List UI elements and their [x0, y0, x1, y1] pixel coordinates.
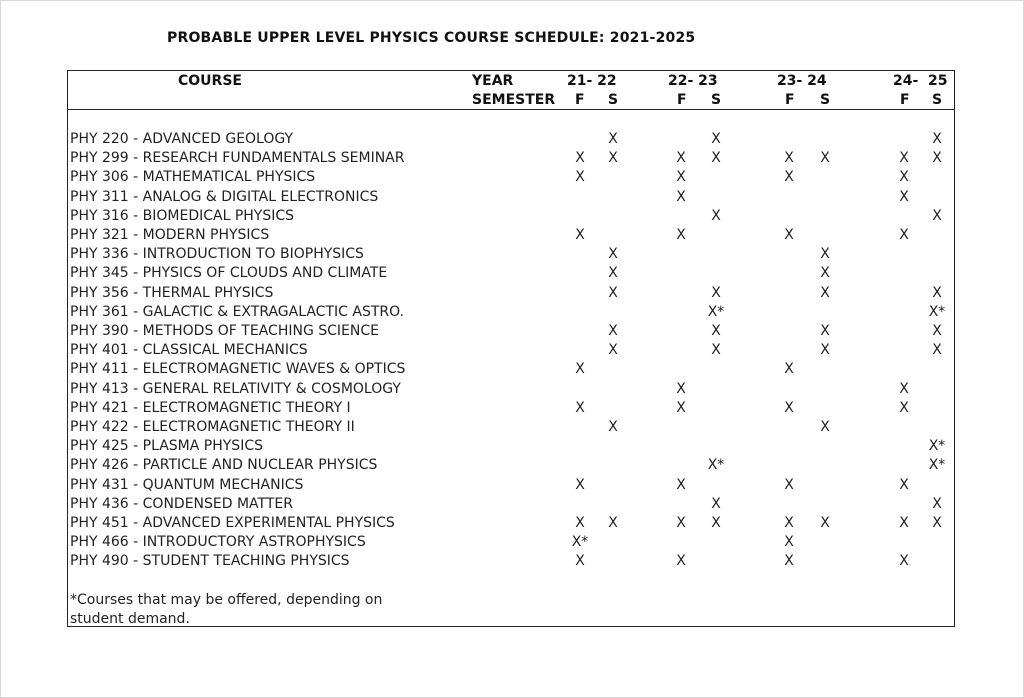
spring-header-2: S: [711, 92, 722, 108]
offering-mark-2025-spring: X: [932, 285, 942, 301]
offering-mark-2024-spring: X: [820, 246, 830, 262]
offering-mark-2021-fall: X: [575, 361, 585, 377]
offering-mark-2024-fall: X: [899, 169, 909, 185]
year-2022-23-header: 22- 23: [668, 73, 718, 89]
offering-mark-2024-spring: X: [820, 285, 830, 301]
course-name: PHY 316 - BIOMEDICAL PHYSICS: [70, 208, 295, 224]
course-name: PHY 426 - PARTICLE AND NUCLEAR PHYSICS: [70, 457, 378, 473]
offering-mark-2021-fall: X: [575, 169, 585, 185]
year-header: YEAR: [472, 73, 514, 89]
offering-mark-2024-fall: X: [899, 477, 909, 493]
offering-mark-2023-fall: X: [784, 400, 794, 416]
course-name: PHY 390 - METHODS OF TEACHING SCIENCE: [70, 323, 379, 339]
offering-mark-2022-spring: X: [608, 419, 618, 435]
offering-mark-2023-fall: X: [784, 515, 794, 531]
offering-mark-2024-fall: X: [899, 515, 909, 531]
offering-mark-2023-spring: X: [711, 515, 721, 531]
offering-mark-2024-spring: X: [820, 323, 830, 339]
offering-mark-2022-spring: X: [608, 342, 618, 358]
offering-mark-2025-spring: X: [932, 131, 942, 147]
offering-mark-2023-spring: X: [711, 342, 721, 358]
offering-mark-2022-spring: X: [608, 515, 618, 531]
year-2021-22-header: 21- 22: [567, 73, 617, 89]
offering-mark-2023-fall: X: [784, 477, 794, 493]
course-name: PHY 299 - RESEARCH FUNDAMENTALS SEMINAR: [70, 150, 405, 166]
footnote-line-2: student demand.: [70, 611, 190, 627]
offering-mark-2021-fall: X: [575, 227, 585, 243]
fall-header-3: F: [785, 92, 795, 108]
semester-header: SEMESTER: [472, 92, 556, 108]
course-name: PHY 413 - GENERAL RELATIVITY & COSMOLOGY: [70, 381, 401, 397]
offering-mark-2023-fall: X: [784, 534, 794, 550]
offering-mark-2021-fall: X*: [571, 534, 589, 550]
offering-mark-2025-spring: X: [932, 323, 942, 339]
offering-mark-2024-spring: X: [820, 265, 830, 281]
course-name: PHY 220 - ADVANCED GEOLOGY: [70, 131, 294, 147]
offering-mark-2022-fall: X: [676, 227, 686, 243]
year-2024-25-header: 24- 25: [893, 73, 948, 89]
year-2023-24-header: 23- 24: [777, 73, 827, 89]
offering-mark-2023-fall: X: [784, 361, 794, 377]
course-name: PHY 356 - THERMAL PHYSICS: [70, 285, 274, 301]
course-name: PHY 361 - GALACTIC & EXTRAGALACTIC ASTRO.: [70, 304, 405, 320]
offering-mark-2022-fall: X: [676, 150, 686, 166]
footnote: [70, 591, 430, 629]
offering-mark-2022-fall: X: [676, 381, 686, 397]
offering-mark-2022-spring: X: [608, 246, 618, 262]
offering-mark-2024-fall: X: [899, 150, 909, 166]
course-name: PHY 451 - ADVANCED EXPERIMENTAL PHYSICS: [70, 515, 395, 531]
spring-header-3: S: [820, 92, 831, 108]
offering-mark-2022-spring: X: [608, 285, 618, 301]
fall-header-1: F: [575, 92, 585, 108]
offering-mark-2025-spring: X: [932, 208, 942, 224]
offering-mark-2022-fall: X: [676, 400, 686, 416]
offering-mark-2024-spring: X: [820, 150, 830, 166]
course-name: PHY 321 - MODERN PHYSICS: [70, 227, 270, 243]
offering-mark-2025-spring: X*: [928, 438, 946, 454]
offering-mark-2022-fall: X: [676, 553, 686, 569]
offering-mark-2025-spring: X: [932, 496, 942, 512]
offering-mark-2023-fall: X: [784, 169, 794, 185]
offering-mark-2022-fall: X: [676, 477, 686, 493]
course-name: PHY 490 - STUDENT TEACHING PHYSICS: [70, 553, 350, 569]
course-name: PHY 401 - CLASSICAL MECHANICS: [70, 342, 308, 358]
spring-header-4: S: [932, 92, 943, 108]
offering-mark-2024-spring: X: [820, 342, 830, 358]
footnote-line-1: *Courses that may be offered, depending on: [70, 592, 383, 608]
spring-header-1: S: [608, 92, 619, 108]
course-header: COURSE: [178, 73, 242, 89]
offering-mark-2022-spring: X: [608, 323, 618, 339]
offering-mark-2021-fall: X: [575, 400, 585, 416]
header-divider: [67, 109, 955, 110]
offering-mark-2021-fall: X: [575, 553, 585, 569]
course-name: PHY 466 - INTRODUCTORY ASTROPHYSICS: [70, 534, 366, 550]
offering-mark-2022-fall: X: [676, 189, 686, 205]
offering-mark-2021-fall: X: [575, 477, 585, 493]
course-name: PHY 306 - MATHEMATICAL PHYSICS: [70, 169, 316, 185]
offering-mark-2025-spring: X: [932, 342, 942, 358]
offering-mark-2024-spring: X: [820, 419, 830, 435]
offering-mark-2022-spring: X: [608, 150, 618, 166]
offering-mark-2025-spring: X*: [928, 457, 946, 473]
offering-mark-2025-spring: X*: [928, 304, 946, 320]
course-name: PHY 421 - ELECTROMAGNETIC THEORY I: [70, 400, 351, 416]
offering-mark-2024-fall: X: [899, 553, 909, 569]
offering-mark-2023-spring: X: [711, 150, 721, 166]
offering-mark-2024-fall: X: [899, 189, 909, 205]
offering-mark-2023-spring: X: [711, 285, 721, 301]
document-title: PROBABLE UPPER LEVEL PHYSICS COURSE SCHEDULE: 2021-2025: [167, 30, 696, 46]
offering-mark-2023-fall: X: [784, 150, 794, 166]
fall-header-4: F: [900, 92, 910, 108]
offering-mark-2024-fall: X: [899, 381, 909, 397]
offering-mark-2024-fall: X: [899, 227, 909, 243]
course-name: PHY 411 - ELECTROMAGNETIC WAVES & OPTICS: [70, 361, 406, 377]
course-name: PHY 336 - INTRODUCTION TO BIOPHYSICS: [70, 246, 364, 262]
fall-header-2: F: [677, 92, 687, 108]
offering-mark-2023-fall: X: [784, 227, 794, 243]
course-name: PHY 345 - PHYSICS OF CLOUDS AND CLIMATE: [70, 265, 388, 281]
course-name: PHY 436 - CONDENSED MATTER: [70, 496, 293, 512]
offering-mark-2023-spring: X*: [707, 304, 725, 320]
course-name: PHY 311 - ANALOG & DIGITAL ELECTRONICS: [70, 189, 379, 205]
offering-mark-2021-fall: X: [575, 515, 585, 531]
offering-mark-2025-spring: X: [932, 515, 942, 531]
course-name: PHY 431 - QUANTUM MECHANICS: [70, 477, 304, 493]
offering-mark-2023-spring: X: [711, 131, 721, 147]
offering-mark-2021-fall: X: [575, 150, 585, 166]
offering-mark-2023-spring: X: [711, 496, 721, 512]
offering-mark-2023-spring: X: [711, 323, 721, 339]
offering-mark-2023-fall: X: [784, 553, 794, 569]
course-name: PHY 422 - ELECTROMAGNETIC THEORY II: [70, 419, 355, 435]
offering-mark-2022-fall: X: [676, 169, 686, 185]
offering-mark-2023-spring: X: [711, 208, 721, 224]
offering-mark-2022-fall: X: [676, 515, 686, 531]
course-name: PHY 425 - PLASMA PHYSICS: [70, 438, 263, 454]
offering-mark-2022-spring: X: [608, 265, 618, 281]
offering-mark-2025-spring: X: [932, 150, 942, 166]
offering-mark-2024-spring: X: [820, 515, 830, 531]
offering-mark-2023-spring: X*: [707, 457, 725, 473]
offering-mark-2022-spring: X: [608, 131, 618, 147]
offering-mark-2024-fall: X: [899, 400, 909, 416]
